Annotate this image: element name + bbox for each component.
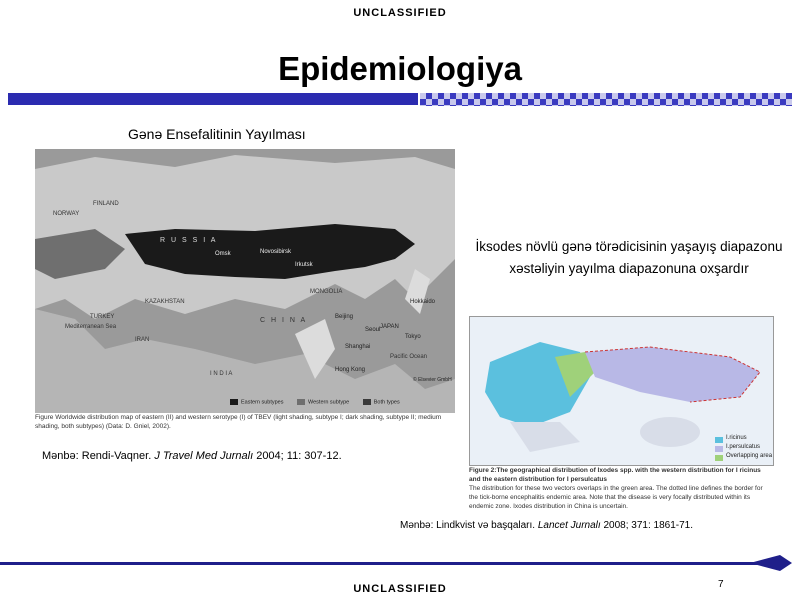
cite2-suffix: 2008; 371: 1861-71. (600, 520, 693, 531)
label-novosibirsk: Novosibirsk (260, 249, 292, 255)
label-irkutsk: Irkutsk (295, 262, 313, 268)
title-underline-bar (8, 93, 418, 105)
label-hongkong: Hong Kong (335, 367, 366, 373)
label-kazakhstan: KAZAKHSTAN (145, 299, 185, 305)
label-mediterranean: Mediterranean Sea (65, 324, 117, 330)
legend-both: Both types (373, 399, 400, 406)
tbev-map-graphic (35, 149, 455, 413)
page-title: Epidemiologiya (278, 50, 522, 87)
label-india: I N D I A (210, 371, 233, 377)
label-seoul: Seoul (365, 327, 381, 333)
label-tokyo: Tokyo (405, 334, 421, 340)
ixodes-map-graphic (470, 317, 773, 465)
footer-arrow-icon (750, 553, 792, 573)
map1-heading: Gənə Ensefalitinin Yayılması (128, 126, 306, 142)
map1-copyright: © Elsevier GmbH (413, 377, 452, 383)
label-omsk: Omsk (215, 251, 231, 257)
label-japan: JAPAN (380, 324, 399, 330)
label-shanghai: Shanghai (345, 344, 371, 350)
legend-western: Western subtype (308, 399, 350, 406)
label-china: C H I N A (260, 317, 308, 324)
label-hokkaido: Hokkaido (410, 299, 436, 305)
map2-legend-overlap: Overlapping area (726, 453, 773, 459)
ixodes-range-statement: İksodes növlü gənə törədicisinin yaşayış diapazonu xəstəliyin yayılma diapazonuna oxşardır (475, 239, 783, 276)
ixodes-distribution-map (469, 316, 774, 466)
map2-legend-persulcatus: I.persulcatus (726, 444, 761, 450)
cite2-prefix: Mənbə: Lindkvist və başqaları. (400, 520, 538, 531)
label-iran: IRAN (135, 337, 150, 343)
map2-legend-ricinus: I.ricinus (726, 435, 747, 441)
map2-figure-caption (469, 466, 772, 511)
map2-caption-title: Figure 2:The geographical distribution of Ixodes spp. with the western distribution for I ricinus and the eastern distribution for I persulcatus (469, 467, 761, 483)
legend-swatch-western (297, 399, 305, 405)
classification-bottom: UNCLASSIFIED (353, 583, 447, 595)
map1-figure-caption: Figure Worldwide distribution map of eastern (II) and western serotype (I) of TBEV (light shading, subtype I; dark shading, subtype II; medium shading, both subtypes) (Data: D. Gniel, 2002). (35, 413, 455, 443)
label-norway: NORWAY (53, 211, 80, 217)
cite2-journal: Lancet Jurnalı (537, 520, 601, 531)
map1-legend (230, 399, 400, 405)
map2-caption-body: The distribution for these two vectors overlaps in the green area. The dotted line defines the border for the tick-borne encephalitis endemic area. Note that the disease is very focally distributed within its endemic zone. Ixodes distribution in China is uncertain. (469, 485, 763, 510)
page-number: 7 (718, 579, 724, 590)
cite1-journal: J Travel Med Jurnalı (154, 450, 254, 462)
legend-swatch-both (363, 399, 371, 405)
label-mongolia: MONGOLIA (310, 289, 343, 295)
label-finland: FINLAND (93, 201, 119, 207)
label-turkey: TURKEY (90, 314, 115, 320)
cite1-prefix: Mənbə: Rendi-Vaqner. (42, 450, 155, 462)
label-pacific: Pacific Ocean (390, 354, 428, 360)
label-russia: R U S S I A (160, 237, 218, 244)
legend-swatch-eastern (230, 399, 238, 405)
classification-top: UNCLASSIFIED (353, 7, 447, 19)
label-beijing: Beijing (335, 314, 354, 320)
cite1-suffix: 2004; 11: 307-12. (253, 450, 342, 462)
map1-citation (42, 450, 342, 462)
title-checker-pattern (420, 93, 792, 106)
footer-line (0, 562, 760, 565)
map2-citation (400, 520, 693, 531)
legend-eastern: Eastern subtypes (241, 399, 284, 406)
tbev-distribution-map (35, 149, 455, 443)
